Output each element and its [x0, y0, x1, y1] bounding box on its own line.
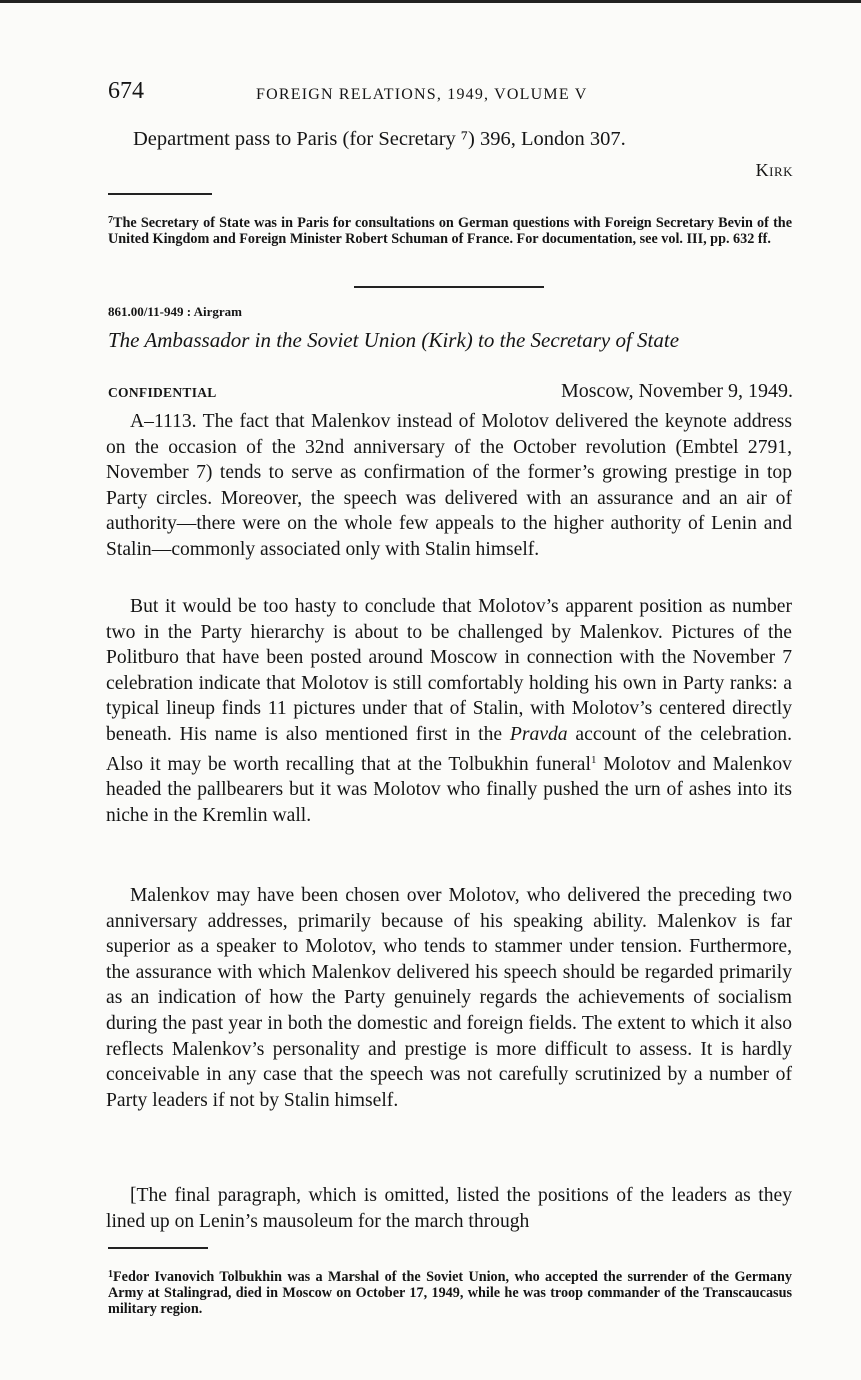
- footnote-1: [108, 1267, 792, 1317]
- paragraph-2-part-c: Molotov and Malenkov headed the pallbearers but it was Molotov who finally pushed the urn of ashes into its niche in the Kremlin wall.: [106, 753, 792, 826]
- heading-part-1: The Ambassador in the Soviet Union (: [108, 328, 429, 352]
- section-divider: [354, 286, 544, 288]
- heading-part-2: ) to the Secretary of State: [465, 328, 680, 352]
- page-top-edge: [0, 0, 861, 3]
- footnote-7-marker: 7: [108, 215, 113, 226]
- paragraph-4: [The final paragraph, which is omitted, listed the positions of the leaders as they lined up on Lenin’s mausoleum for the march through: [106, 1185, 792, 1232]
- footnote-1-reference: 1: [590, 753, 597, 766]
- paragraph-1: A–1113. The fact that Malenkov instead of Molotov delivered the keynote address on the occasion of the 32nd anniversary of the October revolution (Embtel 2791, November 7) tends to serve as confirmation of the former’s growing prestige in top Party circles. Moreover, the speech was delivered with an assurance and an air of authority—there were on the whole few appeals to the higher authority of Lenin and Stalin—commonly associated only with Stalin himself.: [106, 411, 792, 560]
- paragraph-3: Malenkov may have been chosen over Molotov, who delivered the preceding two anniversary addresses, primarily because of his speaking ability. Malenkov is far superior as a speaker to Molotov, who tends to stammer under tension. Furthermore, the assurance with which Malenkov delivered his speech should be regarded primarily as an indication of how the Party genuinely regards the achievements of socialism during the past year in both the domestic and foreign fields. The extent to which it also reflects Malenkov’s personality and prestige is more difficult to assess. It is hardly conceivable in any case that the speech was not carefully scrutinized by a number of Party leaders if not by Stalin himself.: [106, 885, 792, 1111]
- footnote-7: [108, 213, 792, 247]
- paragraph-2-part-b: account of the celebration. Also it may be worth recalling that at the Tolbukhin funeral: [106, 723, 792, 775]
- document-heading: [108, 328, 798, 353]
- heading-name: Kirk: [428, 328, 466, 352]
- preceding-document-tail: Department pass to Paris (for Secretary ⁷) 396, London 307.: [133, 128, 626, 150]
- paragraph-2-part-a: But it would be too hasty to conclude that Molotov’s apparent position as number two in the Party hierarchy is about to be challenged by Malenkov. Pictures of the Politburo that have been posted around Moscow in connection with the November 7 celebration indicate that Molotov is still comfortably holding his own in Party ranks: a typical lineup finds 11 pictures under that of Stalin, with Molotov’s centered directly beneath. His name is also mentioned first in the: [106, 596, 792, 745]
- file-number: 861.00/11-949 : Airgram: [108, 304, 242, 319]
- classification-label: CONFIDENTIAL: [108, 385, 217, 400]
- footnote-1-marker: 1: [108, 1269, 113, 1280]
- footnote-rule-top: [108, 193, 212, 195]
- footnote-rule-bottom: [108, 1247, 208, 1249]
- paragraph-2: [106, 594, 792, 828]
- footnote-1-text: Fedor Ivanovich Tolbukhin was a Marshal of the Soviet Union, who accepted the surrender of the Germany Army at Stalingrad, died in Moscow on October 17, 1949, while he was troop commander of the Transcaucasus military region.: [108, 1269, 792, 1317]
- running-head: FOREIGN RELATIONS, 1949, VOLUME V: [256, 86, 588, 103]
- pravda-title: Pravda: [509, 723, 568, 745]
- footnote-7-text: The Secretary of State was in Paris for consultations on German questions with Foreign Secretary Bevin of the United Kingdom and Foreign Minister Robert Schuman of France. For documentation, see vol. III, pp. 632 ff.: [108, 215, 792, 247]
- place-date: Moscow, November 9, 1949.: [560, 380, 793, 402]
- page-number: 674: [108, 78, 144, 104]
- signature: Kirk: [755, 160, 793, 180]
